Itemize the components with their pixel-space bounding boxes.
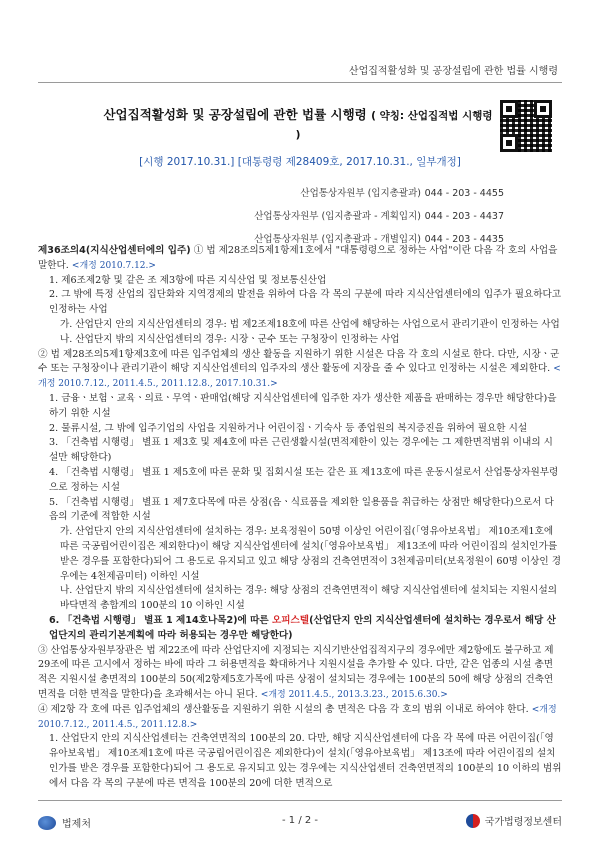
page-number: - 1 / 2 - [281, 815, 319, 826]
amendment-note[interactable]: <개정 2010.7.12., 2011.4.5., 2011.12.8.> [38, 704, 557, 730]
paragraph-3: ③ 산업통상자원부장관은 법 제22조에 따라 산업단지에 지정되는 지식기반산업집적지구의 경우에만 제2항에도 불구하고 제29조에 따른 고시에서 정하는 바에 따라 그 허용면적을 확대하거나 지원시설을 추가할 수 있다. 다만, 같은 업종의 시설 총면적은 지원시설 총면적의 100분의 50(제2항제5호가목에 따른 상점이 설치되는 경우에는 100분의 50에 해당 상점의 건축연면적을 더한 면적을 말한다)을 초과해서는 아니 된다. <개정 2011.4.5., 2013.3.23., 2015.6.30.> [38, 644, 554, 700]
contact-dept: 산업통상자원부 (입지총괄과 - 개별입지) [254, 234, 421, 245]
paragraph-2: ② 법 제28조의5제1항제3호에 따른 입주업체의 생산 활동을 지원하기 위한 시설은 다음 각 호의 시설로 한다. 다만, 시장ㆍ군수 또는 구청장이나 관리기관이 해당 지식산업센터의 입주자의 생산 활동에 지장을 줄 수 있다고 인정하는 시설은 제외한다. <개정 2010.7.12., 2011.4.5., 2011.12.8., 2017.10.31.> [38, 348, 561, 390]
contact-phone: 044 - 203 - 4435 [424, 234, 504, 245]
list-item: 3. 「건축법 시행령」 별표 1 제3호 및 제4호에 따른 근린생활시설(면적제한이 있는 경우에는 그 제한면적범위 이내의 시설만 해당한다) [49, 437, 553, 464]
list-item: 1. 제6조제2항 및 같은 조 제3항에 따른 지식산업 및 정보통신산업 [49, 274, 327, 286]
highlighted-term: 오피스텔 [272, 614, 310, 626]
law-center-logo-icon [466, 814, 480, 828]
article-body [38, 244, 562, 791]
document-title-block [100, 106, 496, 144]
sub-item: 나. 산업단지 밖의 지식산업센터의 경우: 시장ㆍ군수 또는 구청장이 인정하는 사업 [60, 333, 400, 345]
footer-source [466, 813, 562, 828]
list-item: 1. 금융ㆍ보험ㆍ교육ㆍ의료ㆍ무역ㆍ판매업(해당 지식산업센터에 입주한 자가 생산한 제품을 판매하는 경우만 해당한다)을 하기 위한 시설 [49, 392, 557, 419]
contact-phone: 044 - 203 - 4455 [424, 188, 504, 199]
contact-phone: 044 - 203 - 4437 [424, 211, 504, 222]
contact-dept: 산업통상자원부 (입지총괄과) [300, 188, 421, 199]
amendment-note[interactable]: <개정 2011.4.5., 2013.3.23., 2015.6.30.> [260, 689, 448, 700]
enforcement-info[interactable]: [시행 2017.10.31.] [대통령령 제28409호, 2017.10.31., 일부개정] [139, 156, 461, 168]
contact-row [174, 182, 504, 205]
list-item: 2. 그 밖에 특정 산업의 집단화와 지역경제의 발전을 위하여 다음 각 목의 구분에 따라 지식산업센터에의 입주가 필요하다고 인정하는 사업 [49, 289, 562, 316]
running-header: 산업집적활성화 및 공장설립에 관한 법률 시행령 [348, 66, 558, 77]
footer-right-text: 국가법령정보센터 [484, 817, 562, 828]
contact-dept: 산업통상자원부 (입지총괄과 - 계획입지) [254, 211, 421, 222]
list-item: 2. 물류시설, 그 밖에 입주기업의 사업을 지원하거나 어린이집ㆍ기숙사 등 종업원의 복지증진을 위하여 필요한 시설 [49, 422, 528, 434]
document-short-title: ( 약칭: 산업집적법 시행령 ) [295, 110, 493, 141]
sub-item: 나. 산업단지 밖의 지식산업센터에 설치하는 경우: 해당 상점의 건축연면적이 해당 지식산업센터에 설치되는 지원시설의 바닥면적 총합계의 100분의 10 이하인 시설 [60, 585, 557, 612]
list-item: 1. 산업단지 안의 지식산업센터는 건축연면적의 100분의 20. 다만, 해당 지식산업센터에 다음 각 목에 따른 어린이집(「영유아보육법」 제10조제1호에 따른 국공립어린이집은 제외한다)이 설치(「영유아보육법」 제13조에 따라 어린이집의 설치인가를 받은 경우를 포함한다)되어 그 용도로 유지되고 있는 경우에는 지식산업센터 건축연면적의 100분의 10 이하의 범위에서 다음 각 목의 구분에 따른 면적을 100분의 20에 더한 면적으로 [49, 733, 562, 789]
sub-item: 가. 산업단지 안의 지식산업센터의 경우: 법 제2조제18호에 따른 산업에 해당하는 사업으로서 관리기관이 인정하는 사업 [60, 318, 560, 330]
list-item: 4. 「건축법 시행령」 별표 1 제5호에 따른 문화 및 집회시설 또는 같은 표 제13호에 따른 운동시설로서 산업통상자원부령으로 정하는 시설 [49, 466, 559, 493]
paragraph-1: 제36조의4(지식산업센터에의 입주) ① 법 제28조의5제1항제1호에서 "대통령령으로 정하는 사업"이란 다음 각 호의 사업을 말한다. <개정 2010.7.12.> [38, 245, 558, 271]
paragraph-4: ④ 제2항 각 호에 따른 입주업체의 생산활동을 지원하기 위한 시설의 총 면적은 다음 각 호의 범위 이내로 하여야 한다. <개정 2010.7.12., 2011.4.5., 2011.12.8.> [38, 703, 557, 730]
amendment-note[interactable]: <개정 2010.7.12., 2011.4.5., 2011.12.8., 2017.10.31.> [38, 364, 561, 390]
document-title: 산업집적활성화 및 공장설립에 관한 법률 시행령 [103, 107, 367, 122]
amendment-note[interactable]: <개정 2010.7.12.> [71, 260, 156, 271]
list-item: 5. 「건축법 시행령」 별표 1 제7호다목에 따른 상점(음ㆍ식료품을 제외한 일용품을 취급하는 상점만 해당한다)으로서 다음의 기준에 적합한 시설 [49, 496, 554, 523]
header-divider [38, 82, 562, 83]
contact-row [174, 205, 504, 228]
list-item-highlighted: 6. 「건축법 시행령」 별표 1 제14호나목2)에 따른 오피스텔(산업단지 안의 지식산업센터에 설치하는 경우로서 해당 산업단지의 관리기본계획에 따라 허용되는 경우만 해당한다) [49, 614, 556, 641]
footer-divider [38, 800, 562, 801]
sub-item: 가. 산업단지 안의 지식산업센터에 설치하는 경우: 보육정원이 50명 이상인 어린이집(「영유아보육법」 제10조제1호에 따른 국공립어린이집은 제외한다)이 해당 지식산업센터에 설치(「영유아보육법」 제13조에 따라 어린이집의 설치인가를 받은 경우를 포함한다)되어 그 용도로 유지되고 있고 해당 상점의 건축연면적이 3천제곱미터(보육정원이 60명 이상인 경우에는 4천제곱미터) 이하인 시설 [60, 526, 562, 582]
article-title: 제36조의4(지식산업센터에의 입주) [38, 245, 191, 256]
qr-code-icon[interactable] [500, 100, 552, 152]
footer-left-text: 법제처 [62, 819, 91, 830]
contact-list [174, 182, 504, 251]
